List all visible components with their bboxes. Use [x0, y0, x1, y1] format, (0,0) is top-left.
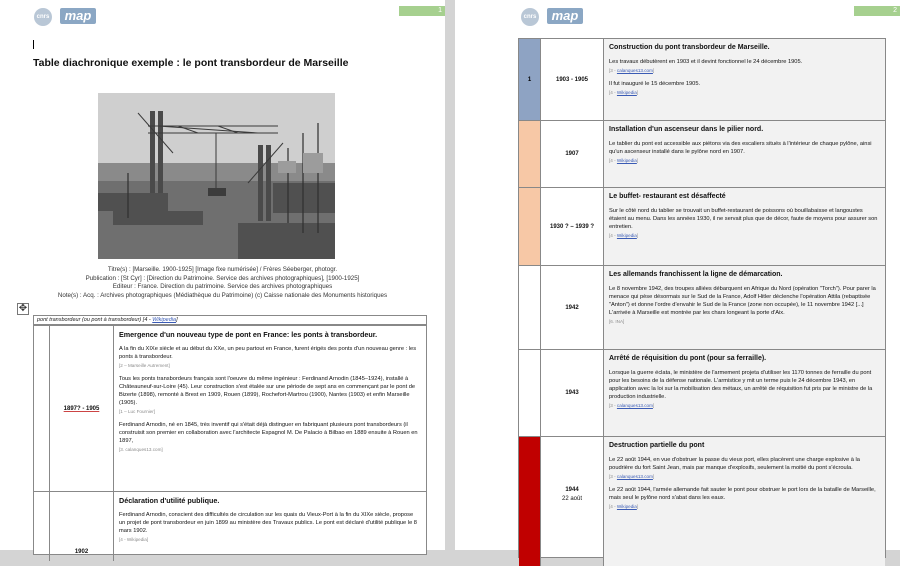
row-date-cell [541, 121, 604, 187]
event-source: [3 - calanques13.com] [609, 68, 655, 73]
event-paragraph: Le tablier du pont est accessible aux piétons via des escaliers situés à l'intérieur de chaque pylône, ainsi qu'un ascenseur installé dans le pylône nord en 1907. [609, 141, 872, 155]
row-number-cell [34, 492, 50, 561]
page-number-tab: 1 [399, 6, 445, 16]
event-source: [3 - calanques13.com] [609, 403, 655, 408]
source-link[interactable]: Wikipedia [616, 233, 637, 238]
event-source: [1 – Luc Fournier] [119, 409, 156, 414]
table-header-row [34, 316, 426, 325]
row-date-cell [541, 350, 604, 436]
event-paragraph: Ferdinand Arnodin, né en 1845, très inventif qui s'était déjà distinguer en fabriquant plusieurs pont transbordeurs (il construisit son premier en collaboration avec l'architecte Espagnol M. De Palacio à Bilbao en 1889 ensuite à Rouen en 1897, [119, 422, 418, 444]
source-link[interactable]: calanques13.com [616, 68, 653, 73]
row-date-cell [50, 326, 114, 491]
table-row [519, 38, 885, 120]
table-row [519, 349, 885, 436]
row-color-marker [519, 266, 541, 349]
document-page-1 [0, 0, 445, 555]
text-cursor [33, 40, 34, 49]
row-content-cell[interactable] [604, 39, 885, 120]
row-date: 1907 [565, 151, 579, 157]
cnrs-logo: cnrs [521, 8, 539, 26]
row-color-marker [519, 350, 541, 436]
table-row [34, 491, 426, 561]
cnrs-map-logo [34, 8, 96, 26]
document-page-2 [455, 0, 900, 550]
event-title: Emergence d'un nouveau type de pont en France: les ponts à transbordeur. [119, 330, 378, 339]
row-content-cell[interactable] [604, 350, 885, 436]
photo-caption [0, 266, 445, 300]
source-link[interactable]: Wikipedia [616, 90, 637, 95]
row-date: 1943 [565, 390, 579, 396]
event-paragraph: Il fut inauguré le 15 décembre 1905. [609, 81, 701, 87]
event-source: [3 - calanques13.com] [609, 474, 655, 479]
event-title: Construction du pont transbordeur de Marseille. [609, 44, 770, 51]
event-source: [4 - Wikipedia] [609, 504, 639, 509]
row-date: 1944 [565, 487, 579, 493]
row-date: 1902 [74, 549, 89, 555]
caption-line: Publication : [St Cyr] : [Direction du Patrimoine. Service des archives photographiques], [1900-1925] [85, 274, 360, 282]
row-content-cell[interactable] [604, 266, 885, 349]
cnrs-logo: cnrs [34, 8, 52, 26]
table-header-end: ] [176, 317, 178, 323]
row-content-cell[interactable] [114, 326, 426, 491]
event-title: Destruction partielle du pont [609, 442, 705, 449]
event-title: Déclaration d'utilité publique. [119, 496, 220, 505]
row-date: 1897? - 1905 [63, 405, 100, 412]
event-paragraph: Le 22 août 1944, l'armée allemande fait sauter le pont pour obstruer le port lors de la bataille de Marseille, mais seul le pylône nord s'abat dans les eaux. [609, 487, 876, 501]
event-paragraph: Le 22 août 1944, en vue d'obstruer la passe du vieux port, elles placèrent une charge explosive à la poudrière du fort Saint Jean, mais par manque d'explosifs, seulement la moitié du pont s'écroula. [609, 457, 860, 471]
source-link[interactable]: calanques13.com [616, 474, 653, 479]
document-title[interactable]: Table diachronique exemple : le pont transbordeur de Marseille [33, 57, 349, 69]
event-title: Arrêté de réquisition du pont (pour sa ferraille). [609, 355, 767, 362]
event-source: [4 - Wikipedia] [609, 158, 639, 163]
event-paragraph: Ferdinand Arnodin, conscient des difficultés de circulation sur les quais du Vieux-Port à la fin du XIXe siècle, propose un projet de pont transbordeur en juin 1899 au ministère des Travaux publics. Le pont est déclaré d'utilité publique le 8 mars 1902. [119, 512, 417, 534]
row-content-cell[interactable] [604, 121, 885, 187]
event-source: [4 - Wikipedia] [609, 233, 639, 238]
row-number-cell [34, 326, 50, 491]
page-number-tab: 2 [854, 6, 900, 16]
event-paragraph: A la fin du XIXe siècle et au début du XXe, un peu partout en France, furent érigés des ponts d'un nouveau genre : les ponts à transbordeur. [119, 346, 417, 360]
event-title: Le buffet- restaurant est désaffecté [609, 193, 726, 200]
table-row [519, 265, 885, 349]
row-date: 1942 [565, 304, 579, 311]
row-date-cell [541, 437, 604, 566]
row-date-cell [541, 188, 604, 265]
table-row [519, 187, 885, 265]
wikipedia-link[interactable]: Wikipedia [152, 317, 177, 323]
row-date-cell [541, 39, 604, 120]
caption-line: Editeur : France. Direction du patrimoine. Service des archives photographiques [112, 283, 333, 291]
event-paragraph: Tous les ponts transbordeurs français sont l'oeuvre du même ingénieur : Ferdinand Arnodin (1845–1924), installé à Châteauneuf-sur-Loire (45). Leur construction s'est étalée sur une période de sept ans en commençant par le pont de Bizerte (1898), remonté à Brest en 1909, Rouen (1899), Rochefort-Martrou (1900), Nantes (1903) et enfin Marseille (1905). [119, 376, 416, 406]
map-logo: map [60, 8, 96, 24]
table-row [519, 120, 885, 187]
row-date-cell [541, 266, 604, 349]
table-move-handle-icon[interactable]: ✥ [18, 303, 28, 314]
source-link[interactable]: Wikipedia [616, 504, 637, 509]
event-source: [4 - Wikipedia] [609, 90, 639, 95]
cnrs-map-logo [521, 8, 583, 26]
row-color-marker [519, 188, 541, 265]
source-link[interactable]: Wikipedia [616, 158, 637, 163]
row-content-cell[interactable] [604, 188, 885, 265]
event-paragraph: Lorsque la guerre éclata, le ministère de l'armement projeta d'utiliser les 1170 tonnes de ferraille du pont pour les besoins de la défense nationale. L'armistice y mit un terme puis le 24 décembre 1943, en application avec la loi sur la mobilisation des métaux, un arrêté de réquisition fut pris par le ministre de la production industrielle. [609, 370, 873, 400]
table-header-text: pont transbordeur (ou pont à transbordeur) [4 - [37, 317, 153, 323]
chronology-table-page-1 [33, 315, 427, 555]
event-title: Les allemands franchissent la ligne de démarcation. [609, 271, 783, 278]
chronology-table-page-2 [518, 38, 886, 558]
event-source: [3. calanques13.com] [119, 447, 163, 452]
event-source: [2 – Marseille Autrement] [119, 363, 170, 368]
row-date: 1930 ? – 1939 ? [549, 223, 595, 230]
row-content-cell[interactable] [114, 492, 426, 561]
event-paragraph: Sur le côté nord du tablier se trouvait un buffet-restaurant de poissons où bouillabaisse et langoustes étaient au menu. Dans les années 1930, il ne servait plus que de décor, faute de moyens pour assurer son entretien. [609, 208, 878, 230]
row-color-marker [519, 121, 541, 187]
row-color-marker [519, 437, 541, 566]
event-source: [6. INA] [609, 319, 625, 324]
event-source: [4 - Wikipedia] [119, 537, 149, 542]
table-row [34, 325, 426, 491]
event-paragraph: Le 8 novembre 1942, des troupes alliées débarquent en Afrique du Nord (opération "Torch"). Pour parer la menace qui pèse désormais sur le Sud de la France, Adolf Hitler déclenche l'opération Attila (rebaptisée "Anton") et donne l'ordre d'envahir le Sud de la France (zone non occupée), le 11 novembre 1942 [...] L'arrivée à Marseille est montrée par les chars longeant la porte d'Aix. [609, 286, 876, 316]
source-link[interactable]: calanques13.com [616, 403, 653, 408]
map-logo: map [547, 8, 583, 24]
table-row [519, 436, 885, 566]
row-content-cell[interactable] [604, 437, 885, 566]
transporter-bridge-photo[interactable] [98, 93, 335, 259]
event-paragraph: Les travaux débutèrent en 1903 et il devint fonctionnel le 24 décembre 1905. [609, 59, 803, 65]
caption-line: Titre(s) : [Marseille. 1900-1925] [Image fixe numérisée] / Frères Séeberger, photogr. [107, 266, 338, 273]
row-date-sub: 22 août [561, 496, 583, 502]
page-gutter [445, 0, 455, 550]
row-color-marker: 1 [519, 39, 541, 120]
event-title: Installation d'un ascenseur dans le pilier nord. [609, 126, 764, 133]
row-date-cell [50, 492, 114, 561]
caption-line: Note(s) : Acq. : Archives photographiques (Médiathèque du Patrimoine) (c) Caisse nationale des Monuments historiques [57, 291, 388, 299]
row-date: 1903 - 1905 [555, 76, 589, 83]
